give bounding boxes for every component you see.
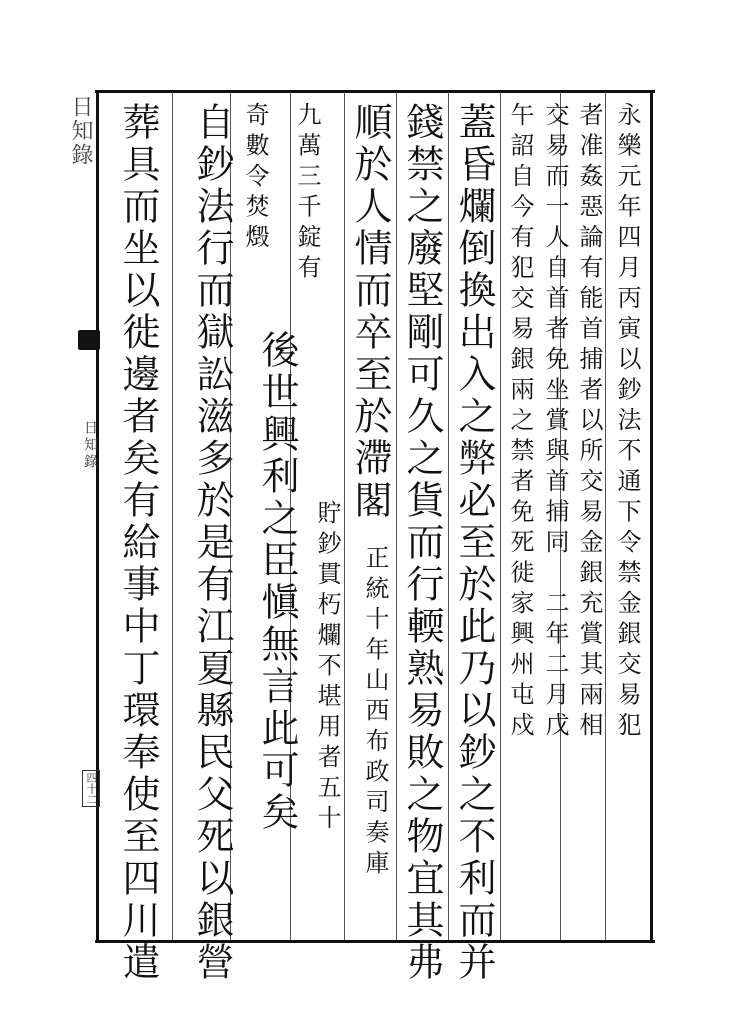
gutter-fishtail-mark <box>78 330 100 350</box>
main-text-column-5: 蓋昏爛倒換出入之弊必至於此乃以鈔之不利而并 <box>452 102 496 984</box>
column-rule <box>172 92 173 940</box>
gutter-title: 日知錄 <box>68 95 93 167</box>
annotation-column-9b: 奇數令焚燬 <box>241 102 269 255</box>
main-text-column-11: 葬具而坐以徙邊者矣有給事中丁環奉使至四川遣 <box>116 102 160 984</box>
annotation-column-9a: 九萬三千錠有 <box>293 102 321 285</box>
frame-top-border <box>95 90 655 93</box>
column-rule <box>448 92 449 940</box>
annotation-column-3: 交易而一人自首者免坐賞與首捕同 二年二月戊 <box>541 102 569 743</box>
annotation-column-1: 永樂元年四月丙寅以鈔法不通下令禁金銀交易犯 <box>613 102 641 743</box>
column-rule <box>605 92 606 940</box>
annotation-column-8a: 正統十年山西布政司奏庫 <box>361 545 389 881</box>
main-text-column-10: 自鈔法行而獄訟滋多於是有江夏縣民父死以銀營 <box>190 102 234 984</box>
frame-bottom-border <box>95 940 655 943</box>
column-rule <box>500 92 501 940</box>
gutter-book-name: 日知錄 <box>82 420 98 471</box>
gutter-page-number: 四十二 <box>82 770 100 807</box>
book-gutter <box>70 90 100 943</box>
annotation-column-8b: 貯鈔貫朽爛不堪用者五十 <box>313 500 341 836</box>
main-text-column-7: 順於人情而卒至於滯閣 <box>348 102 392 522</box>
column-rule <box>396 92 397 940</box>
annotation-column-4: 午詔自今有犯交易銀兩之禁者免死徙家興州屯戍 <box>506 102 534 743</box>
main-text-column-9c: 後世興利之臣愼無言此可矣 <box>255 330 299 834</box>
frame-right-border <box>650 90 653 943</box>
main-text-column-6: 錢禁之廢堅剛可久之貨而行輭熟易敗之物宜其弗 <box>400 102 444 984</box>
column-rule <box>344 92 345 940</box>
annotation-column-2: 者准姦惡論有能首捕者以所交易金銀充賞其兩相 <box>575 102 603 743</box>
